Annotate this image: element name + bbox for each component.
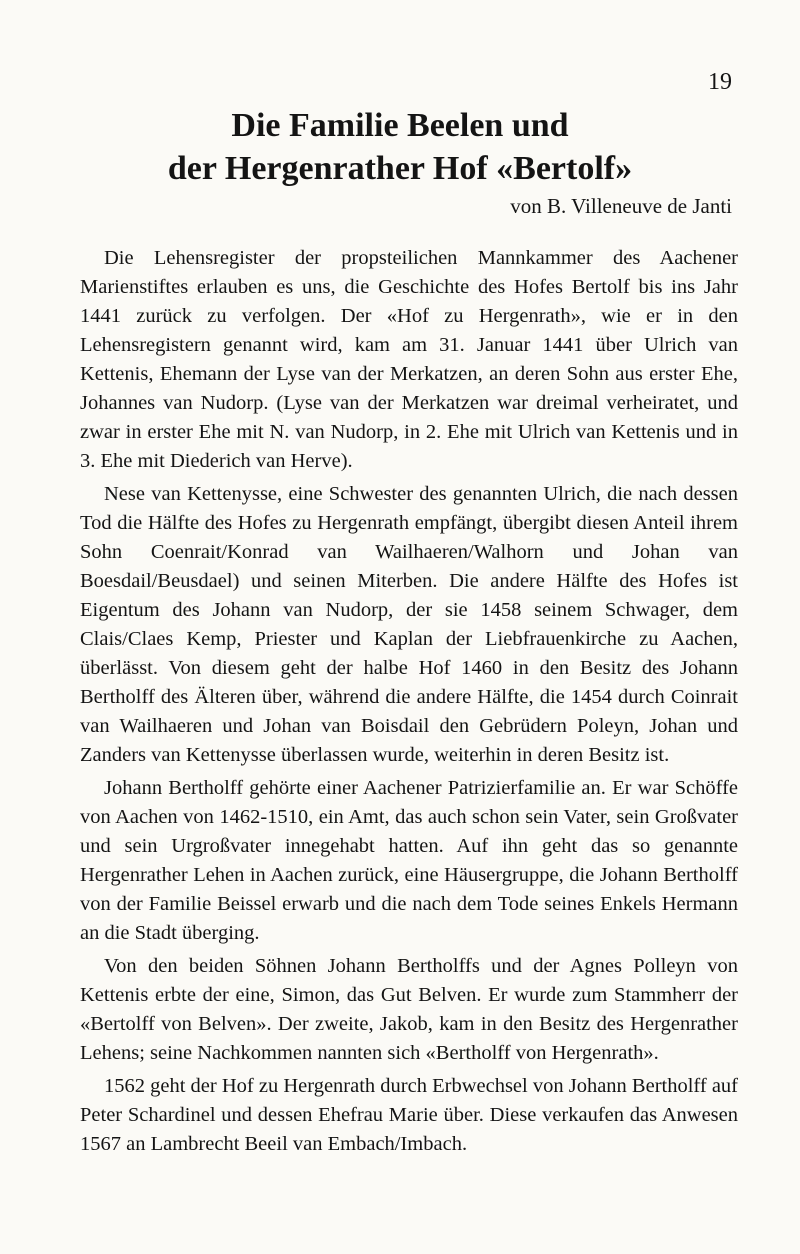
- paragraph: Nese van Kettenysse, eine Schwester des genannten Ulrich, die nach dessen Tod die Hälfte des Hofes zu Hergenrath empfängt, übergibt diesen Anteil ihrem Sohn Coenrait/Konrad van Wailhaeren/Walhorn und Johan van Boesdail/Beusdael) und seinen Miterben. Die andere Hälfte des Hofes ist Eigentum des Johann van Nudorp, der sie 1458 seinem Schwager, dem Clais/Claes Kemp, Priester und Kaplan der Liebfrauenkirche zu Aachen, überlässt. Von diesem geht der halbe Hof 1460 in den Besitz des Johann Bertholff des Älteren über, während die andere Hälfte, die 1454 durch Coinrait van Wailhaeren und Johan van Boisdail den Gebrüdern Poleyn, Johan und Zanders van Kettenysse überlassen wurde, weiterhin in deren Besitz ist.: [80, 483, 738, 766]
- paragraph: 1562 geht der Hof zu Hergenrath durch Erbwechsel von Johann Bertholff auf Peter Schardinel und dessen Ehefrau Marie über. Diese verkaufen das Anwesen 1567 an Lambrecht Beeil van Embach/Imbach.: [80, 1075, 738, 1155]
- article-body: [80, 244, 738, 1163]
- page-number: 19: [708, 69, 732, 95]
- article-title-line-2: der Hergenrather Hof «Bertolf»: [167, 150, 633, 187]
- paragraph: Die Lehensregister der propsteilichen Mannkammer des Aachener Marienstiftes erlauben es uns, die Geschichte des Hofes Bertolf bis ins Jahr 1441 zurück zu verfolgen. Der «Hof zu Hergenrath», wie er in den Lehensregistern genannt wird, kam am 31. Januar 1441 über Ulrich van Kettenis, Ehemann der Lyse van der Merkatzen, an deren Sohn aus erster Ehe, Johannes van Nudorp. (Lyse van der Merkatzen war dreimal verheiratet, und zwar in erster Ehe mit N. van Nudorp, in 2. Ehe mit Ulrich van Kettenis und in 3. Ehe mit Diederich van Herve).: [80, 247, 738, 472]
- article-title: [80, 104, 720, 190]
- paragraph: Johann Bertholff gehörte einer Aachener Patrizierfamilie an. Er war Schöffe von Aachen von 1462-1510, ein Amt, das auch schon sein Vater, sein Großvater und sein Urgroßvater innegehabt hatten. Auf ihn geht das so genannte Hergenrather Lehen in Aachen zurück, eine Häusergruppe, die Johann Bertholff von der Familie Beissel erwarb und die nach dem Tode seines Enkels Hermann an die Stadt überging.: [80, 777, 738, 944]
- author-byline: von B. Villeneuve de Janti: [510, 194, 732, 218]
- paragraph: Von den beiden Söhnen Johann Bertholffs und der Agnes Polleyn von Kettenis erbte der eine, Simon, das Gut Belven. Er wurde zum Stammherr der «Bertolff von Belven». Der zweite, Jakob, kam in den Besitz des Hergenrather Lehens; seine Nachkommen nannten sich «Bertholff von Hergenrath».: [80, 955, 738, 1064]
- article-title-line-1: Die Familie Beelen und: [231, 107, 569, 144]
